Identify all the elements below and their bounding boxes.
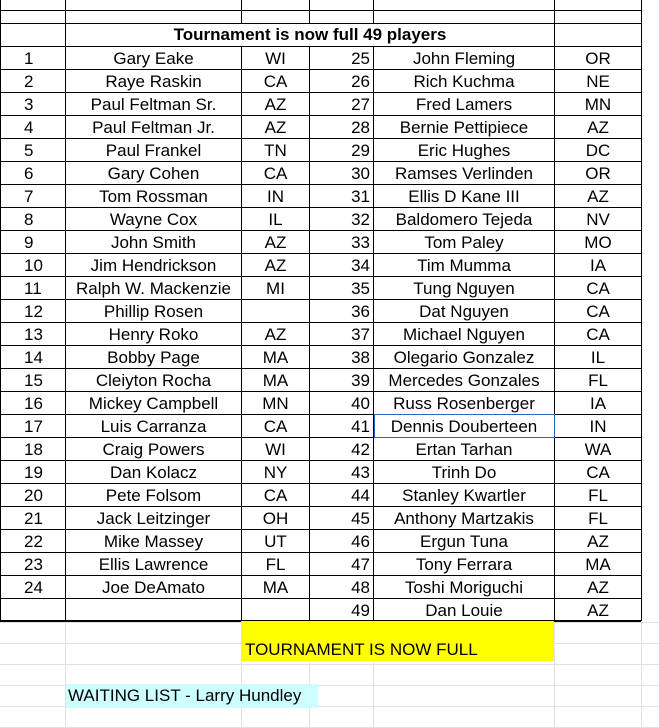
player-number[interactable]: 8: [24, 210, 34, 229]
player-state[interactable]: AZ: [587, 187, 609, 206]
player-name[interactable]: Stanley Kwartler: [402, 486, 526, 505]
waiting-list-cell[interactable]: [66, 684, 318, 708]
player-state[interactable]: CA: [263, 164, 288, 183]
player-state[interactable]: DC: [585, 141, 611, 160]
grid-line: [641, 622, 642, 727]
player-name[interactable]: Baldomero Tejeda: [395, 210, 533, 229]
player-number[interactable]: 43: [351, 463, 370, 482]
player-state[interactable]: OR: [585, 164, 611, 183]
player-name[interactable]: Mercedes Gonzales: [388, 371, 540, 390]
player-name[interactable]: John Fleming: [412, 49, 516, 68]
player-name[interactable]: Eric Hughes: [417, 141, 511, 160]
player-state[interactable]: IL: [268, 210, 283, 229]
player-state[interactable]: IA: [589, 256, 607, 275]
player-name[interactable]: Mickey Campbell: [88, 394, 219, 413]
player-state[interactable]: CA: [586, 279, 610, 298]
player-number[interactable]: 6: [24, 164, 34, 183]
player-state[interactable]: IN: [267, 187, 284, 206]
player-state[interactable]: AZ: [264, 256, 287, 275]
player-name[interactable]: Cleiyton Rocha: [95, 371, 212, 390]
player-state[interactable]: IL: [590, 348, 606, 367]
player-state[interactable]: AZ: [587, 532, 609, 551]
player-state[interactable]: NY: [263, 463, 288, 482]
player-state[interactable]: FL: [588, 486, 608, 505]
player-state[interactable]: AZ: [587, 118, 609, 137]
player-name[interactable]: Jim Hendrickson: [90, 256, 217, 275]
player-name[interactable]: Michael Nguyen: [403, 325, 525, 344]
player-state[interactable]: AZ: [264, 233, 287, 252]
player-number[interactable]: 22: [24, 532, 43, 551]
full-notice-cell[interactable]: [241, 621, 554, 661]
player-state[interactable]: FL: [588, 371, 608, 390]
player-state[interactable]: CA: [263, 486, 288, 505]
player-number[interactable]: 32: [351, 210, 370, 229]
player-state[interactable]: CA: [586, 302, 610, 321]
player-name[interactable]: Russ Rosenberger: [393, 394, 535, 413]
player-number[interactable]: 17: [24, 417, 43, 436]
player-state[interactable]: AZ: [587, 578, 609, 597]
player-name[interactable]: Dennis Douberteen: [390, 417, 538, 436]
player-state[interactable]: CA: [263, 417, 288, 436]
player-number[interactable]: 21: [24, 509, 43, 528]
player-number[interactable]: 14: [24, 348, 43, 367]
player-name[interactable]: Paul Feltman Jr.: [92, 118, 215, 137]
player-number[interactable]: 11: [24, 279, 42, 298]
player-number[interactable]: 45: [351, 509, 370, 528]
player-name[interactable]: Dan Louie: [425, 601, 503, 620]
player-name[interactable]: Tim Mumma: [417, 256, 511, 275]
player-state[interactable]: AZ: [264, 95, 287, 114]
player-state[interactable]: MA: [262, 578, 289, 597]
player-number[interactable]: 31: [351, 187, 370, 206]
player-name[interactable]: Fred Lamers: [415, 95, 513, 114]
player-name[interactable]: Luis Carranza: [100, 417, 207, 436]
player-number[interactable]: 42: [351, 440, 370, 459]
player-number[interactable]: 29: [351, 141, 370, 160]
player-number[interactable]: 15: [24, 371, 43, 390]
player-number[interactable]: 25: [351, 49, 370, 68]
player-name[interactable]: Bobby Page: [107, 348, 200, 367]
player-number[interactable]: 1: [24, 49, 34, 68]
grid-line: [65, 622, 66, 727]
player-number[interactable]: 9: [24, 233, 34, 252]
player-state[interactable]: CA: [586, 325, 610, 344]
player-state[interactable]: CA: [586, 463, 610, 482]
player-name[interactable]: Paul Frankel: [105, 141, 202, 160]
player-name[interactable]: Ralph W. Mackenzie: [76, 279, 231, 298]
player-name[interactable]: Ergun Tuna: [420, 532, 508, 551]
player-name[interactable]: Tom Paley: [424, 233, 504, 252]
player-number[interactable]: 5: [24, 141, 34, 160]
player-state[interactable]: NE: [586, 72, 610, 91]
player-name[interactable]: Joe DeAmato: [102, 578, 205, 597]
player-number[interactable]: 34: [351, 256, 370, 275]
player-state[interactable]: WI: [265, 49, 286, 68]
player-name[interactable]: Ramses Verlinden: [395, 164, 533, 183]
player-state[interactable]: NV: [586, 210, 610, 229]
player-name[interactable]: Paul Feltman Sr.: [90, 95, 217, 114]
player-name[interactable]: Dat Nguyen: [419, 302, 509, 321]
player-name[interactable]: Tom Rossman: [99, 187, 208, 206]
player-number[interactable]: 4: [24, 118, 34, 137]
waiting-list-text: WAITING LIST - Larry Hundley: [68, 686, 302, 705]
player-name[interactable]: Bernie Pettipiece: [399, 118, 529, 137]
grid-line: [0, 10, 641, 11]
player-state[interactable]: TN: [264, 141, 287, 160]
player-state[interactable]: AZ: [587, 601, 609, 620]
player-state[interactable]: WI: [265, 440, 286, 459]
player-name[interactable]: Jack Leitzinger: [96, 509, 211, 528]
player-name[interactable]: Ellis Lawrence: [98, 555, 209, 574]
player-name[interactable]: John Smith: [110, 233, 197, 252]
player-state[interactable]: AZ: [264, 325, 287, 344]
player-state[interactable]: MA: [585, 555, 611, 574]
player-number[interactable]: 41: [351, 417, 370, 436]
player-name[interactable]: Raye Raskin: [105, 72, 202, 91]
player-number[interactable]: 2: [24, 72, 34, 91]
player-name[interactable]: Mike Massey: [103, 532, 204, 551]
player-name[interactable]: Olegario Gonzalez: [393, 348, 535, 367]
player-state[interactable]: OR: [585, 49, 611, 68]
player-number[interactable]: 26: [351, 72, 370, 91]
player-number[interactable]: 48: [351, 578, 370, 597]
grid-line: [554, 622, 555, 727]
player-state[interactable]: IA: [589, 394, 607, 413]
player-name[interactable]: Pete Folsom: [105, 486, 202, 505]
player-number[interactable]: 30: [351, 164, 370, 183]
player-name[interactable]: Tung Nguyen: [413, 279, 515, 298]
player-state[interactable]: MN: [584, 95, 612, 114]
player-number[interactable]: 33: [351, 233, 370, 252]
player-number[interactable]: 23: [24, 555, 43, 574]
player-number[interactable]: 7: [24, 187, 34, 206]
player-number[interactable]: 46: [351, 532, 370, 551]
player-state[interactable]: MN: [262, 394, 289, 413]
player-name[interactable]: Ellis D Kane III: [408, 187, 520, 206]
player-state[interactable]: UT: [264, 532, 287, 551]
player-number[interactable]: 18: [24, 440, 43, 459]
player-state[interactable]: MA: [262, 371, 289, 390]
player-number[interactable]: 44: [351, 486, 370, 505]
player-state[interactable]: MA: [262, 348, 289, 367]
player-number[interactable]: 38: [351, 348, 370, 367]
player-name[interactable]: Toshi Moriguchi: [404, 578, 524, 597]
full-notice-text: TOURNAMENT IS NOW FULL: [245, 640, 478, 659]
player-number[interactable]: 13: [24, 325, 43, 344]
player-number[interactable]: 12: [24, 302, 43, 321]
player-name[interactable]: Henry Roko: [108, 325, 199, 344]
player-number[interactable]: 16: [24, 394, 43, 413]
player-number[interactable]: 19: [24, 463, 43, 482]
player-state[interactable]: MO: [584, 233, 612, 252]
player-name[interactable]: Tony Ferrara: [415, 555, 513, 574]
grid-line: [0, 664, 659, 665]
player-number[interactable]: 28: [351, 118, 370, 137]
player-name[interactable]: Ertan Tarhan: [415, 440, 513, 459]
player-number[interactable]: 10: [24, 256, 43, 275]
player-name[interactable]: Gary Eake: [113, 49, 194, 68]
player-name[interactable]: Phillip Rosen: [103, 302, 204, 321]
player-state[interactable]: IN: [589, 417, 607, 436]
player-name[interactable]: Wayne Cox: [109, 210, 198, 229]
player-number[interactable]: 24: [24, 578, 43, 597]
player-number[interactable]: 40: [351, 394, 370, 413]
player-number[interactable]: 37: [351, 325, 370, 344]
sheet-title[interactable]: Tournament is now full 49 players: [173, 25, 447, 44]
grid-line: [641, 0, 642, 621]
player-state[interactable]: WA: [584, 440, 612, 459]
player-name[interactable]: Anthony Martzakis: [394, 509, 534, 528]
player-state[interactable]: CA: [263, 72, 288, 91]
player-number[interactable]: 35: [351, 279, 370, 298]
player-state[interactable]: FL: [588, 509, 608, 528]
player-number[interactable]: 3: [24, 95, 34, 114]
player-name[interactable]: Rich Kuchma: [413, 72, 515, 91]
player-name[interactable]: Gary Cohen: [107, 164, 200, 183]
player-state[interactable]: [242, 300, 309, 323]
player-state[interactable]: OH: [262, 509, 289, 528]
player-state[interactable]: MI: [266, 279, 285, 298]
player-number[interactable]: 39: [351, 371, 370, 390]
player-name[interactable]: Craig Powers: [102, 440, 205, 459]
player-number[interactable]: 47: [351, 555, 370, 574]
player-number[interactable]: 20: [24, 486, 43, 505]
player-number[interactable]: 27: [351, 95, 370, 114]
player-number[interactable]: 36: [351, 302, 370, 321]
player-number[interactable]: 49: [351, 601, 370, 620]
player-name[interactable]: Trinh Do: [431, 463, 497, 482]
player-name[interactable]: Dan Kolacz: [110, 463, 197, 482]
selected-cell-highlight: [374, 414, 555, 438]
player-state[interactable]: FL: [265, 555, 286, 574]
player-state[interactable]: AZ: [264, 118, 287, 137]
